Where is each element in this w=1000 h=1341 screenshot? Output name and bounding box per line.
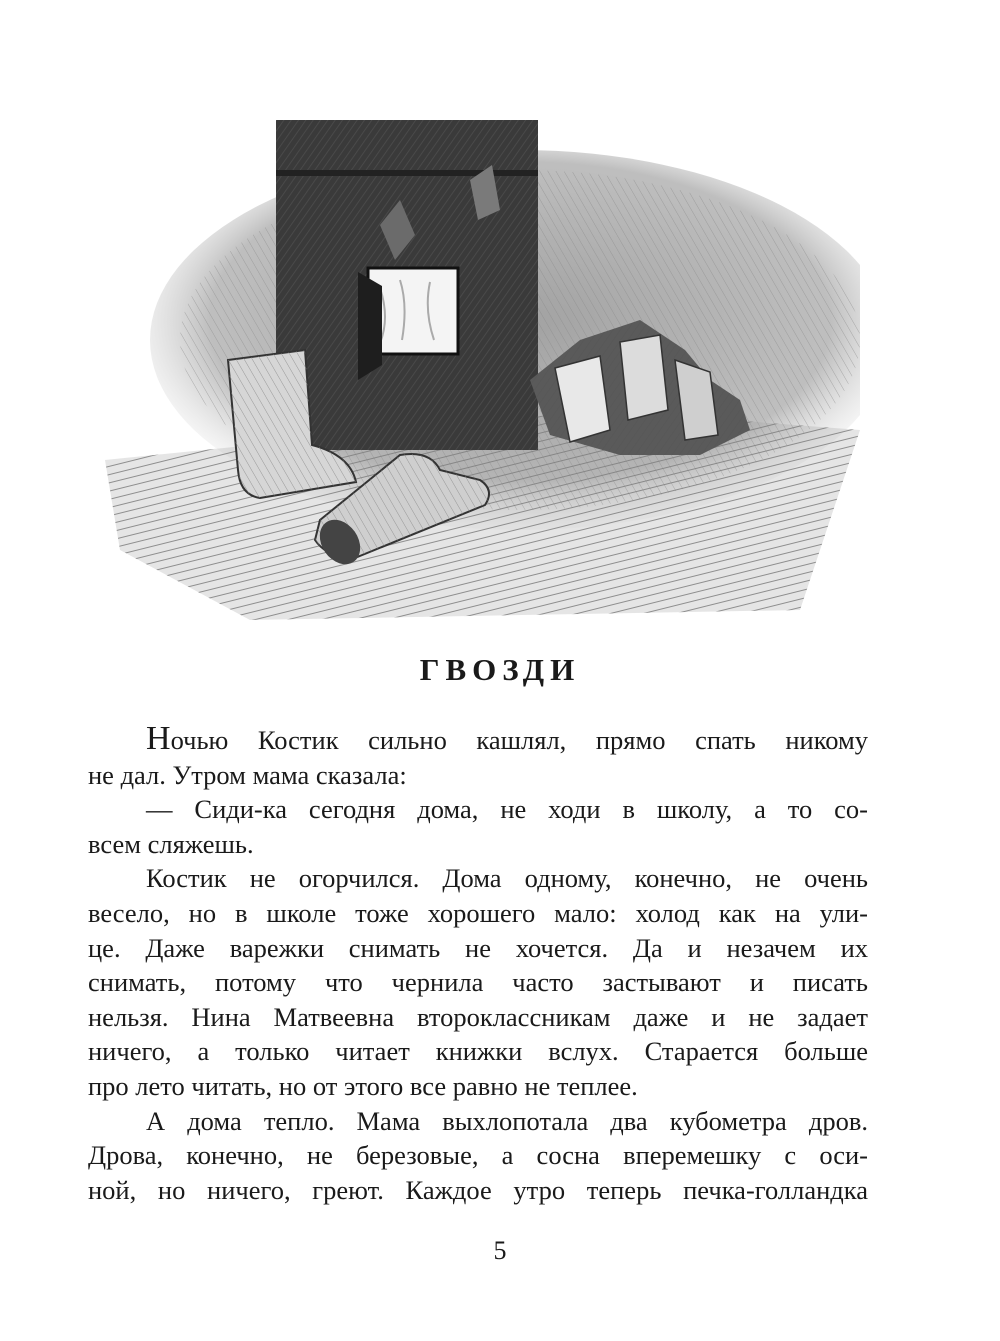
text-line: про лето читать, но от этого все равно не теплее.	[88, 1070, 638, 1101]
text-line: ничего, а только читает книжки вслух. Старается больше	[88, 1036, 868, 1067]
text-line: це. Даже варежки снимать не хочется. Да и незачем их	[88, 932, 868, 963]
stove-drawing	[100, 110, 860, 630]
text-line	[88, 722, 868, 758]
page-number: 5	[493, 1236, 507, 1265]
text-line: ной, но ничего, греют. Каждое утро теперь печка-голландка	[88, 1174, 868, 1205]
first-line-text: очью Костик сильно кашлял, прямо спать никому	[170, 725, 868, 755]
text-line: — Сиди-ка сегодня дома, не ходи в школу, а то со-	[146, 794, 868, 825]
text-line: не дал. Утром мама сказала:	[88, 759, 407, 790]
text-line: Дрова, конечно, не березовые, а сосна вперемешку с оси-	[88, 1140, 868, 1171]
text-line: снимать, потому что чернила часто застывают и писать	[88, 967, 868, 998]
text-line: А дома тепло. Мама выхлопотала два кубометра дров.	[146, 1105, 868, 1136]
text-line: весело, но в школе тоже хорошего мало: холод как на ули-	[88, 897, 868, 928]
drop-cap: Н	[146, 720, 171, 757]
text-line: Костик не огорчился. Дома одному, конечно, не очень	[146, 863, 868, 894]
text-line: всем сляжешь.	[88, 828, 254, 859]
chapter-title: ГВОЗДИ	[419, 652, 581, 687]
chapter-text	[88, 722, 868, 1207]
text-line: нельзя. Нина Матвеевна второклассникам даже и не задает	[88, 1001, 868, 1032]
stove-illustration	[100, 110, 860, 630]
